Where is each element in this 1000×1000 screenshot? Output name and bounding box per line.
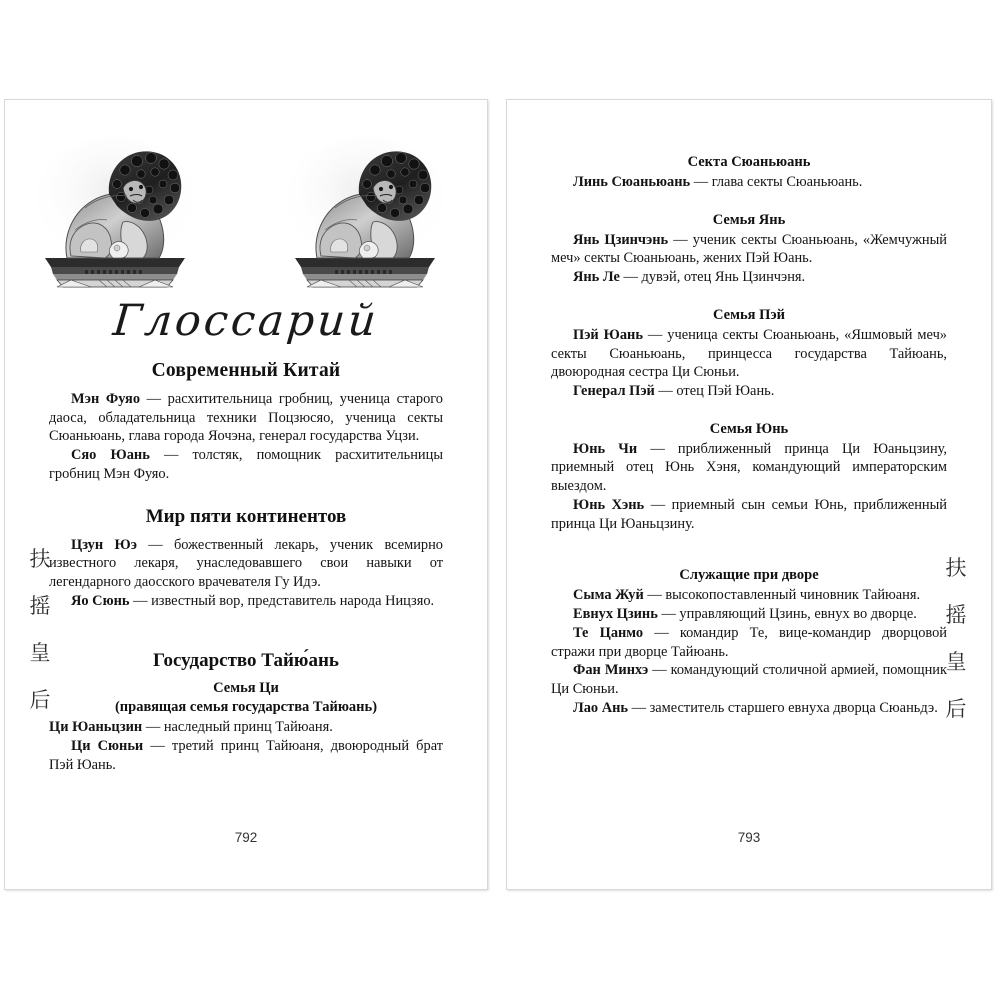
entry-dash: — <box>149 447 193 464</box>
entry-dash: — <box>142 719 164 736</box>
entry-definition: высокопоставленный чиновник Тайюаня. <box>665 587 921 604</box>
left-page-content <box>49 296 443 775</box>
entry-term: Юнь Чи <box>573 440 638 457</box>
entry-term: Пэй Юань <box>573 326 643 343</box>
entry-definition: отец Пэй Юань. <box>676 383 775 400</box>
entry-dash: — <box>690 174 712 190</box>
glossary-entry <box>551 268 947 287</box>
glossary-entry <box>551 586 947 605</box>
family-heading-yan: Семья Янь <box>712 211 786 228</box>
right-page-content <box>551 100 947 717</box>
glossary-entry <box>49 446 443 483</box>
entry-dash: — <box>654 383 677 400</box>
entry-term: Фан Минхэ <box>573 662 649 679</box>
glossary-entry <box>551 661 947 698</box>
group-spacer <box>551 287 947 307</box>
glossary-entry <box>49 718 443 737</box>
entry-dash: — <box>136 536 174 553</box>
entry-definition: управляющий Цзинь, евнух во дворце. <box>679 606 917 623</box>
entry-term: Ци Юаньцзин <box>49 719 143 736</box>
section-spacer <box>49 610 443 644</box>
glossary-entry <box>49 592 443 611</box>
entry-term: Янь Цзинчэнь <box>573 231 669 248</box>
side-char: 摇 <box>945 602 967 627</box>
entry-dash: — <box>648 662 671 679</box>
entry-definition: толстяк, помощник расхитительницы гробниц Мэн Фуяо. <box>49 447 443 482</box>
family-note-qi: (правящая семья государства Тайюань) <box>114 699 378 716</box>
entry-dash: — <box>643 587 666 604</box>
group-spacer <box>551 192 947 212</box>
glossary-entry <box>49 390 443 446</box>
glossary-entry <box>49 536 443 592</box>
entry-dash: — <box>644 496 672 513</box>
entry-definition: заместитель старшего евнуха дворца Сюаньдэ. <box>649 699 938 716</box>
left-page <box>4 99 488 890</box>
glossary-entry <box>551 624 947 661</box>
entry-term: Янь Ле <box>573 269 620 286</box>
entry-definition: приближенный принца Ци Юаньцзину, приемный отец Юнь Хэня, командующий императорским выездом. <box>551 440 948 495</box>
entry-dash: — <box>140 391 168 407</box>
entry-dash: — <box>668 231 693 248</box>
family-heading-court-officials: Служащие при дворе <box>679 567 819 584</box>
entry-definition: глава секты Сюаньюань. <box>711 174 863 190</box>
side-char: 扶 <box>29 546 51 571</box>
glossary-entry <box>551 231 947 268</box>
entry-definition: ученица секты Сюаньюань, «Яшмовый меч» секты Сюаньюань, принцесса государства Тайюань, двоюродная сестра Ци Сюньи. <box>551 326 947 381</box>
entry-definition: командир Те, вице-командир дворцовой стражи при дворце Тайюань. <box>551 624 947 660</box>
entry-definition: ученик секты Сюаньюань, «Жемчужный меч» секты Сюаньюань, жених Пэй Юань. <box>551 231 948 267</box>
glossary-entry <box>551 496 947 533</box>
glossary-entry <box>551 440 947 496</box>
side-char: 皇 <box>29 640 51 665</box>
side-char: 皇 <box>945 649 967 674</box>
entry-definition: наследный принц Тайюаня. <box>163 719 333 736</box>
entry-definition: третий принц Тайюаня, двоюродный брат Пэй Юань. <box>49 738 443 773</box>
family-heading-xuanyuan-sect: Секта Сюаньюань <box>687 154 811 170</box>
entry-term: Цзун Юэ <box>71 536 137 553</box>
entry-term: Генерал Пэй <box>573 383 655 400</box>
guardian-lion-icon-right <box>277 134 452 292</box>
entry-dash: — <box>643 624 680 641</box>
glossary-entry <box>551 605 947 624</box>
glossary-entry <box>551 382 947 401</box>
section-heading-taiyuan: Государство Тайю́ань <box>153 650 339 672</box>
entry-term: Мэн Фуяо <box>71 391 141 407</box>
entry-dash: — <box>129 592 152 609</box>
entry-term: Яо Сюнь <box>71 592 130 609</box>
side-char: 扶 <box>945 555 967 580</box>
entry-term: Ци Сюньи <box>71 738 144 755</box>
entry-term: Сяо Юань <box>71 447 150 464</box>
entry-dash: — <box>637 440 678 457</box>
entry-dash: — <box>628 699 650 716</box>
family-heading-qi: Семья Ци <box>213 680 279 697</box>
entry-definition: командующий столичной армией, помощник Ци Сюньи. <box>551 662 947 697</box>
entry-term: Сыма Жуй <box>573 587 644 604</box>
entry-definition: расхитительница гробниц, ученица старого даоса, обладательница техники Поцзюсяо, ученица секты Сюаньюань, глава города Яочэна, генерал государства Уцзи. <box>49 391 443 445</box>
glossary-entry <box>551 699 947 718</box>
entry-term: Линь Сюаньюань <box>573 174 691 190</box>
entry-definition: дувэй, отец Янь Цзинчэня. <box>641 269 806 286</box>
section-heading-five-continents: Мир пяти континентов <box>145 505 347 527</box>
side-char: 后 <box>945 696 967 721</box>
page-number-left: 792 <box>234 830 258 845</box>
entry-dash: — <box>642 326 668 343</box>
family-heading-pei: Семья Пэй <box>713 306 785 323</box>
side-char: 摇 <box>29 593 51 618</box>
glossary-entry <box>49 737 443 774</box>
group-spacer <box>551 401 947 421</box>
family-heading-yun: Семья Юнь <box>709 420 789 437</box>
entry-term: Евнух Цзинь <box>573 606 658 623</box>
entry-definition: приемный сын семьи Юнь, приближенный принца Ци Юаньцзину. <box>551 496 948 532</box>
entry-term: Лао Ань <box>573 699 629 716</box>
right-page <box>506 99 992 890</box>
glossary-entry <box>551 173 947 192</box>
entry-term: Юнь Хэнь <box>573 496 645 513</box>
section-heading-modern-china: Современный Китай <box>151 360 341 381</box>
entry-dash: — <box>143 738 172 755</box>
entry-dash: — <box>657 606 680 623</box>
group-spacer <box>551 533 947 567</box>
entry-definition: известный вор, представитель народа Ницзяо. <box>151 592 435 609</box>
entry-definition: божественный лекарь, ученик всемирно известного лекаря, унаследовавшего свои навыки от легендарного даосского врачевателя Гу Идэ. <box>49 536 444 591</box>
glossary-entry <box>551 326 947 382</box>
page-number-right: 793 <box>737 830 761 845</box>
lion-illustration-group <box>5 134 487 294</box>
entry-dash: — <box>619 269 642 286</box>
side-char: 后 <box>29 687 51 712</box>
glossary-title: Глоссарий <box>111 296 381 346</box>
guardian-lion-icon-left <box>27 134 202 292</box>
entry-term: Те Цанмо <box>573 624 644 641</box>
